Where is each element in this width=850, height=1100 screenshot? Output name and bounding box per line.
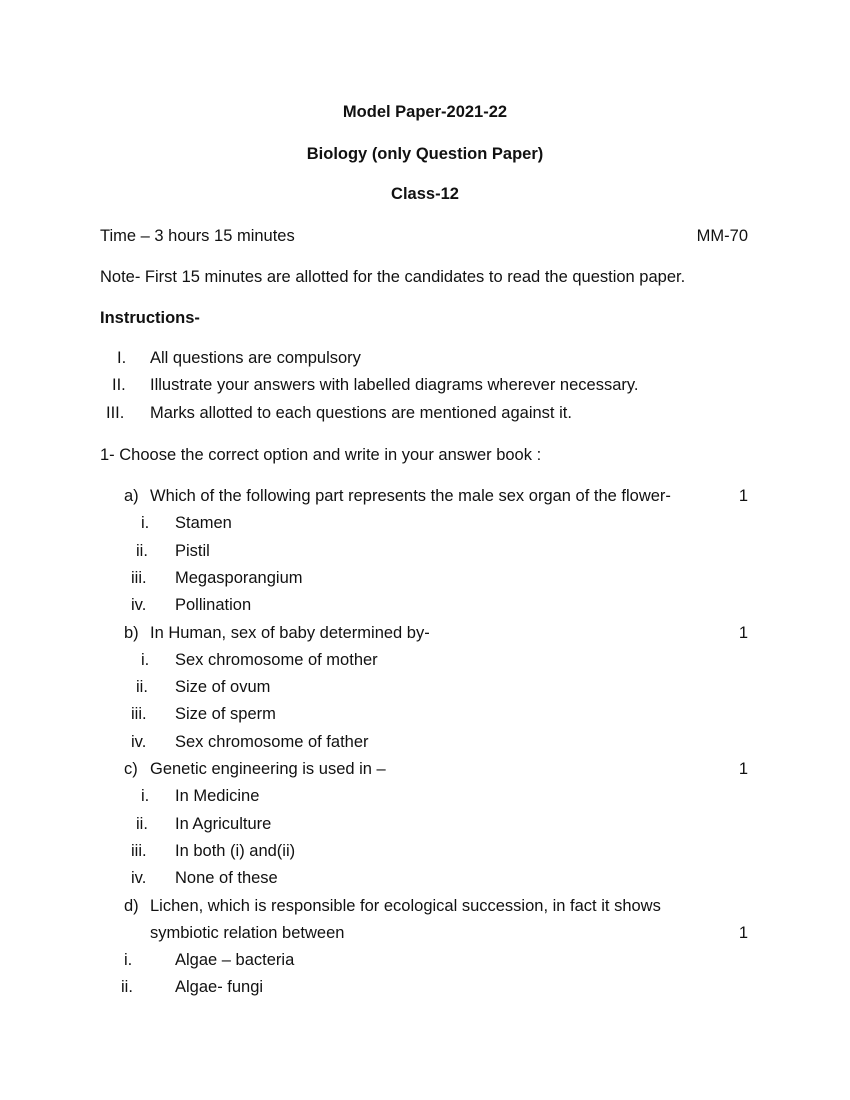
option-number: iii. [131,841,147,860]
question-label: c) [124,760,138,778]
question-marks: 1 [738,760,748,778]
question-marks: 1 [738,487,748,505]
option-number: iii. [131,568,147,587]
question-1-heading: 1- Choose the correct option and write in your answer book : [100,446,542,464]
instructions-heading: Instructions- [100,309,200,327]
question-text-continued: symbiotic relation between [150,923,345,942]
option-number: ii. [136,678,148,697]
instruction-text: All questions are compulsory [150,349,361,367]
instruction-number: II. [112,376,126,394]
option-text: Sex chromosome of mother [175,650,378,669]
instruction-text: Illustrate your answers with labelled diagrams wherever necessary. [150,376,639,394]
question-marks: 1 [738,623,748,642]
option-number: i. [124,950,133,969]
max-marks: MM-70 [696,227,748,245]
option-text: None of these [175,869,278,888]
option-number: iv. [131,869,147,888]
question-label: d) [124,896,139,915]
option-number: ii. [136,541,148,560]
option-number: i. [141,514,150,533]
option-text: Megasporangium [175,568,303,587]
option-text: In Medicine [175,787,260,806]
question-text: Which of the following part represents the male sex organ of the flower- [150,487,671,505]
paper-title: Model Paper-2021-22 [342,103,508,121]
option-text: Size of ovum [175,678,271,697]
option-number: iv. [131,732,147,751]
option-text: Stamen [175,514,232,533]
option-text: Algae – bacteria [175,950,295,969]
instruction-text: Marks allotted to each questions are mentioned against it. [150,404,572,422]
instruction-number: III. [106,404,125,422]
paper-subject: Biology (only Question Paper) [306,145,544,163]
question-text: In Human, sex of baby determined by- [150,623,430,642]
option-text: Pollination [175,596,252,615]
option-number: ii. [136,814,148,833]
question-label: b) [124,623,139,642]
option-text: In both (i) and(ii) [175,841,296,860]
option-text: Size of sperm [175,705,276,724]
option-number: i. [141,650,150,669]
option-number: ii. [121,978,133,997]
note: Note- First 15 minutes are allotted for the candidates to read the question paper. [100,268,686,286]
option-number: i. [141,787,150,806]
time-label: Time – 3 hours 15 minutes [100,227,295,245]
question-text: Genetic engineering is used in – [150,760,386,778]
paper-class: Class-12 [391,185,459,203]
option-number: iv. [131,596,147,615]
option-text: In Agriculture [175,814,272,833]
option-text: Sex chromosome of father [175,732,369,751]
question-text: Lichen, which is responsible for ecological succession, in fact it shows [150,896,661,915]
option-text: Algae- fungi [175,978,264,997]
option-number: iii. [131,705,147,724]
option-text: Pistil [175,541,210,560]
instruction-number: I. [117,349,127,367]
question-label: a) [124,487,139,505]
question-marks: 1 [738,923,748,942]
